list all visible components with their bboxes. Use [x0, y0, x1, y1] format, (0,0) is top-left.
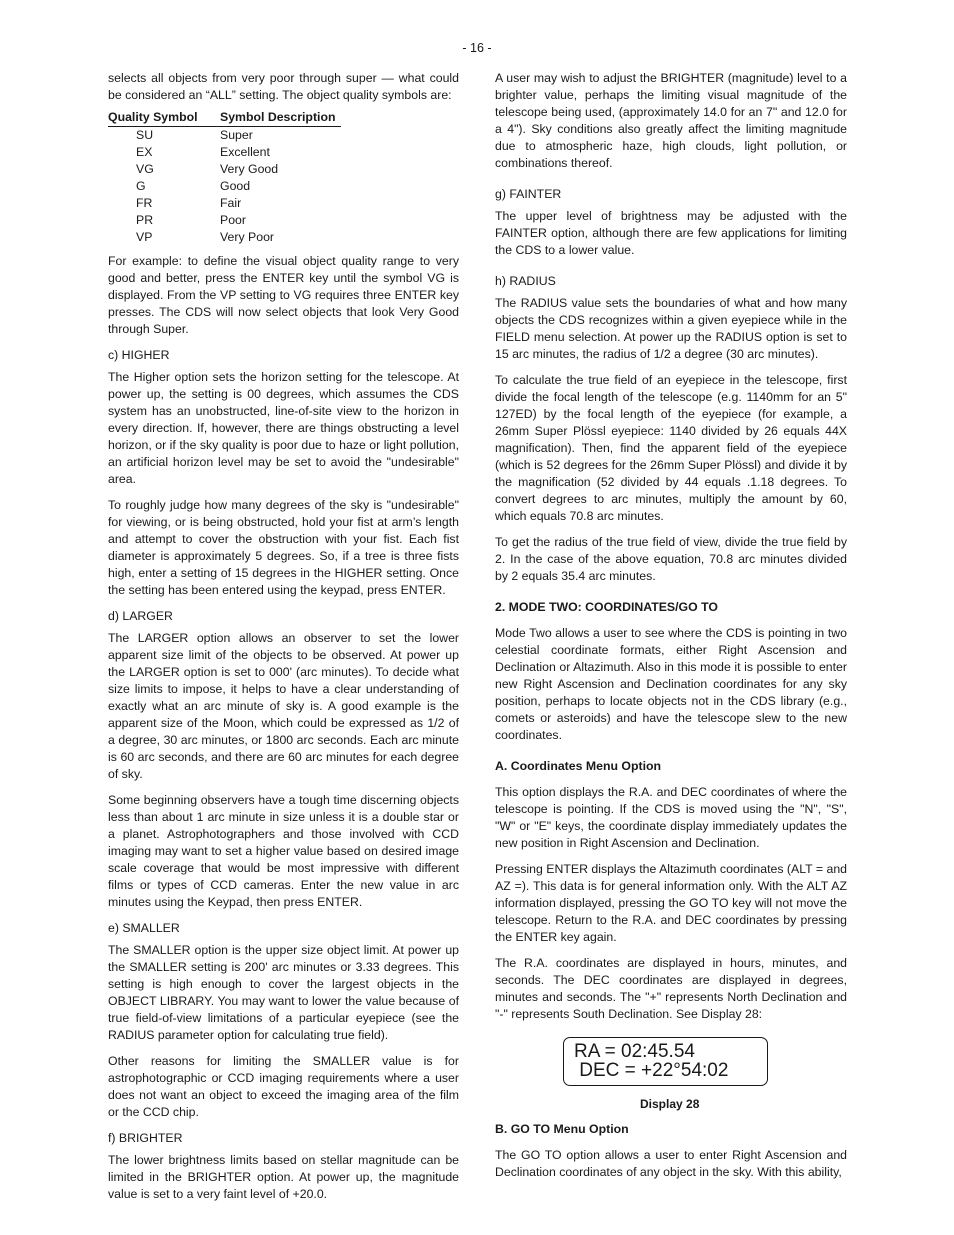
table-cell: EX [136, 145, 153, 159]
higher-paragraph: The Higher option sets the horizon setting for the telescope. At power up, the setting is 00 degrees, which assumes the CDS system has an unobstructed, line-of-site view to the horizon in every direction. If, however, there are things obstructing a level horizon, or if the sky quality is poor due to haze or light pollution, an artificial horizon level may be set to avoid the "undesirable" area. [108, 370, 459, 486]
table-cell: Very Good [220, 162, 279, 176]
brighter-paragraph: The lower brightness limits based on stellar magnitude can be limited in the BRIGHTER option. At power up, the magnitude value is set to a very faint level of +20.0. [108, 1153, 459, 1201]
display-dec-line: DEC = +22°54:02 [574, 1060, 729, 1081]
smaller-paragraph: Other reasons for limiting the SMALLER value is for astrophotographic or CCD imaging requirements where a user does not want an object to exceed the imaging area of the film or the CCD chip. [108, 1054, 459, 1119]
example-paragraph: For example: to define the visual object quality range to very good and better, press the ENTER key until the symbol VG is displayed. From the VP setting to VG requires three ENTER key presses. The CDS will now select objects that look Very Good through Super. [108, 254, 459, 336]
brighter-paragraph: A user may wish to adjust the BRIGHTER (magnitude) level to a brighter value, perhaps the limiting visual magnitude of the telescope being used, (approximately 14.0 for an 7" and 12.0 for a 4"). Sky conditions also greatly affect the limiting magnitude due to atmospheric haze, high clouds, light pollution, or combinations thereof. [495, 71, 847, 170]
display-caption: Display 28 [640, 1097, 700, 1111]
table-cell: Good [220, 179, 251, 193]
table-cell: Very Poor [220, 230, 274, 244]
mode-two-heading: 2. MODE TWO: COORDINATES/GO TO [495, 600, 718, 614]
right-column [495, 70, 847, 1190]
table-row [108, 178, 341, 195]
larger-heading: d) LARGER [108, 609, 173, 623]
smaller-heading: e) SMALLER [108, 921, 180, 935]
intro-paragraph: selects all objects from very poor through super — what could be considered an “ALL” setting. The object quality symbols are: [108, 71, 459, 102]
coordinates-paragraph: This option displays the R.A. and DEC coordinates of where the telescope is pointing. If the CDS is moved using the "N", "S", "W" or "E" keys, the coordinate display immediately updates the new position in Right Ascension and Declination. [495, 785, 847, 850]
table-row [108, 195, 341, 212]
higher-paragraph: To roughly judge how many degrees of the sky is "undesirable" for viewing, or is being obstructed, hold your fist at arm’s length and attempt to cover the obstruction with your fist. Each fist diameter is approximately 5 degrees. So, if a tree is three fists high, enter a setting of 15 degrees in the HIGHER setting. Once the setting has been entered using the keypad, press ENTER. [108, 498, 459, 597]
table-row [108, 127, 341, 145]
fainter-heading: g) FAINTER [495, 187, 562, 201]
goto-paragraph: The GO TO option allows a user to enter Right Ascension and Declination coordinates of any object in the sky. With this ability, [495, 1148, 847, 1179]
table-cell: VG [136, 162, 154, 176]
table-header: Quality Symbol [108, 108, 220, 127]
page-number: - 16 - [462, 41, 492, 55]
table-cell: Super [220, 128, 253, 142]
left-column [108, 70, 459, 1212]
table-row [108, 212, 341, 229]
table-cell: SU [136, 128, 154, 142]
fainter-paragraph: The upper level of brightness may be adjusted with the FAINTER option, although there are few applications for limiting the CDS to a lower value. [495, 209, 847, 257]
higher-heading: c) HIGHER [108, 348, 170, 362]
table-cell: VP [136, 230, 153, 244]
radius-paragraph: To get the radius of the true field of view, divide the true field by 2. In the case of the above equation, 70.8 arc minutes divided by 2 equals 35.4 arc minutes. [495, 535, 847, 583]
mode-two-paragraph: Mode Two allows a user to see where the CDS is pointing in two celestial coordinate formats, either Right Ascension and Declination or Altazimuth. Also in this mode it is possible to enter new Right Ascension and Declination coordinates for any sky position, perhaps to locate objects not in the CDS library (e.g., comets or asteroids) and have the telescope slew to the new coordinates. [495, 626, 847, 742]
smaller-paragraph: The SMALLER option is the upper size object limit. At power up the SMALLER setting is 200' arc minutes or 3.33 degrees. This setting is high enough to cover the largest objects in the OBJECT LIBRARY. You may want to lower the value because of true field-of-view limitations of a particular eyepiece (see the RADIUS parameter option for calculating true field). [108, 943, 459, 1042]
coordinates-heading: A. Coordinates Menu Option [495, 759, 662, 773]
radius-paragraph: To calculate the true field of an eyepiece in the telescope, first divide the focal length of the telescope (e.g. 1140mm for an 5" 127ED) by the focal length of the eyepiece (for example, a 26mm Super Plössl eyepiece: 1140 divided by 26 equals 44X magnification). Then, find the apparent field of the eyepiece (which is 52 degrees for the 26mm Super Plössl) and divide it by the magnification (52 divided by 44 equals .1.18 degrees. To convert degrees to arc minutes, multiply the amount by 60, which equals 70.8 arc minutes. [495, 373, 847, 523]
coordinates-paragraph: Pressing ENTER displays the Altazimuth coordinates (ALT = and AZ =). This data is for general information only. With the ALT AZ information displayed, pressing the GO TO key will not move the telescope. Return to the R.A. and DEC coordinates by pressing the ENTER key again. [495, 862, 847, 944]
coordinates-paragraph: The R.A. coordinates are displayed in hours, minutes, and seconds. The DEC coordinates are displayed in degrees, minutes and seconds. The "+" represents North Declination and "-" represents South Declination. See Display 28: [495, 956, 847, 1021]
quality-symbol-table [108, 108, 341, 246]
table-cell: Fair [220, 196, 242, 210]
table-cell: Poor [220, 213, 246, 227]
radius-paragraph: The RADIUS value sets the boundaries of what and how many objects the CDS recognizes within a given eyepiece while in the FIELD menu selection. At power up the RADIUS option is set to 15 arc minutes, the radius of 1/2 a degree (30 arc minutes). [495, 296, 847, 361]
table-row [108, 229, 341, 246]
table-cell: G [136, 179, 146, 193]
display-28-screen [563, 1037, 768, 1086]
table-cell: FR [136, 196, 153, 210]
larger-paragraph: Some beginning observers have a tough time discerning objects less than about 1 arc minute in size unless it is a double star or a planet. Astrophotographers and those involved with CCD imaging may want to set a higher value based on desired image scale coverage that would be most impressive with different films or types of CCD cameras. Enter the new value in arc minutes using the Keypad, then press ENTER. [108, 793, 459, 909]
table-cell: PR [136, 213, 154, 227]
goto-heading: B. GO TO Menu Option [495, 1122, 629, 1136]
radius-heading: h) RADIUS [495, 274, 556, 288]
larger-paragraph: The LARGER option allows an observer to set the lower apparent size limit of the objects to be observed. At power up the LARGER option is set to 000' (arc minutes). To decide what size limits to impose, it helps to have a clear understanding of exactly what an arc minute of sky is. A good example is the apparent size of the Moon, which could be expressed as 1/2 of a degree, 30 arc minutes, or 1800 arc seconds. Each arc minute is 60 arc seconds, and there are 60 arc minutes for each degree of sky. [108, 631, 459, 781]
brighter-heading: f) BRIGHTER [108, 1131, 183, 1145]
display-ra-line: RA = 02:45.54 [574, 1041, 695, 1062]
table-header: Symbol Description [220, 108, 341, 127]
table-header-row [108, 108, 341, 127]
table-row [108, 144, 341, 161]
table-row [108, 161, 341, 178]
table-cell: Excellent [220, 145, 270, 159]
